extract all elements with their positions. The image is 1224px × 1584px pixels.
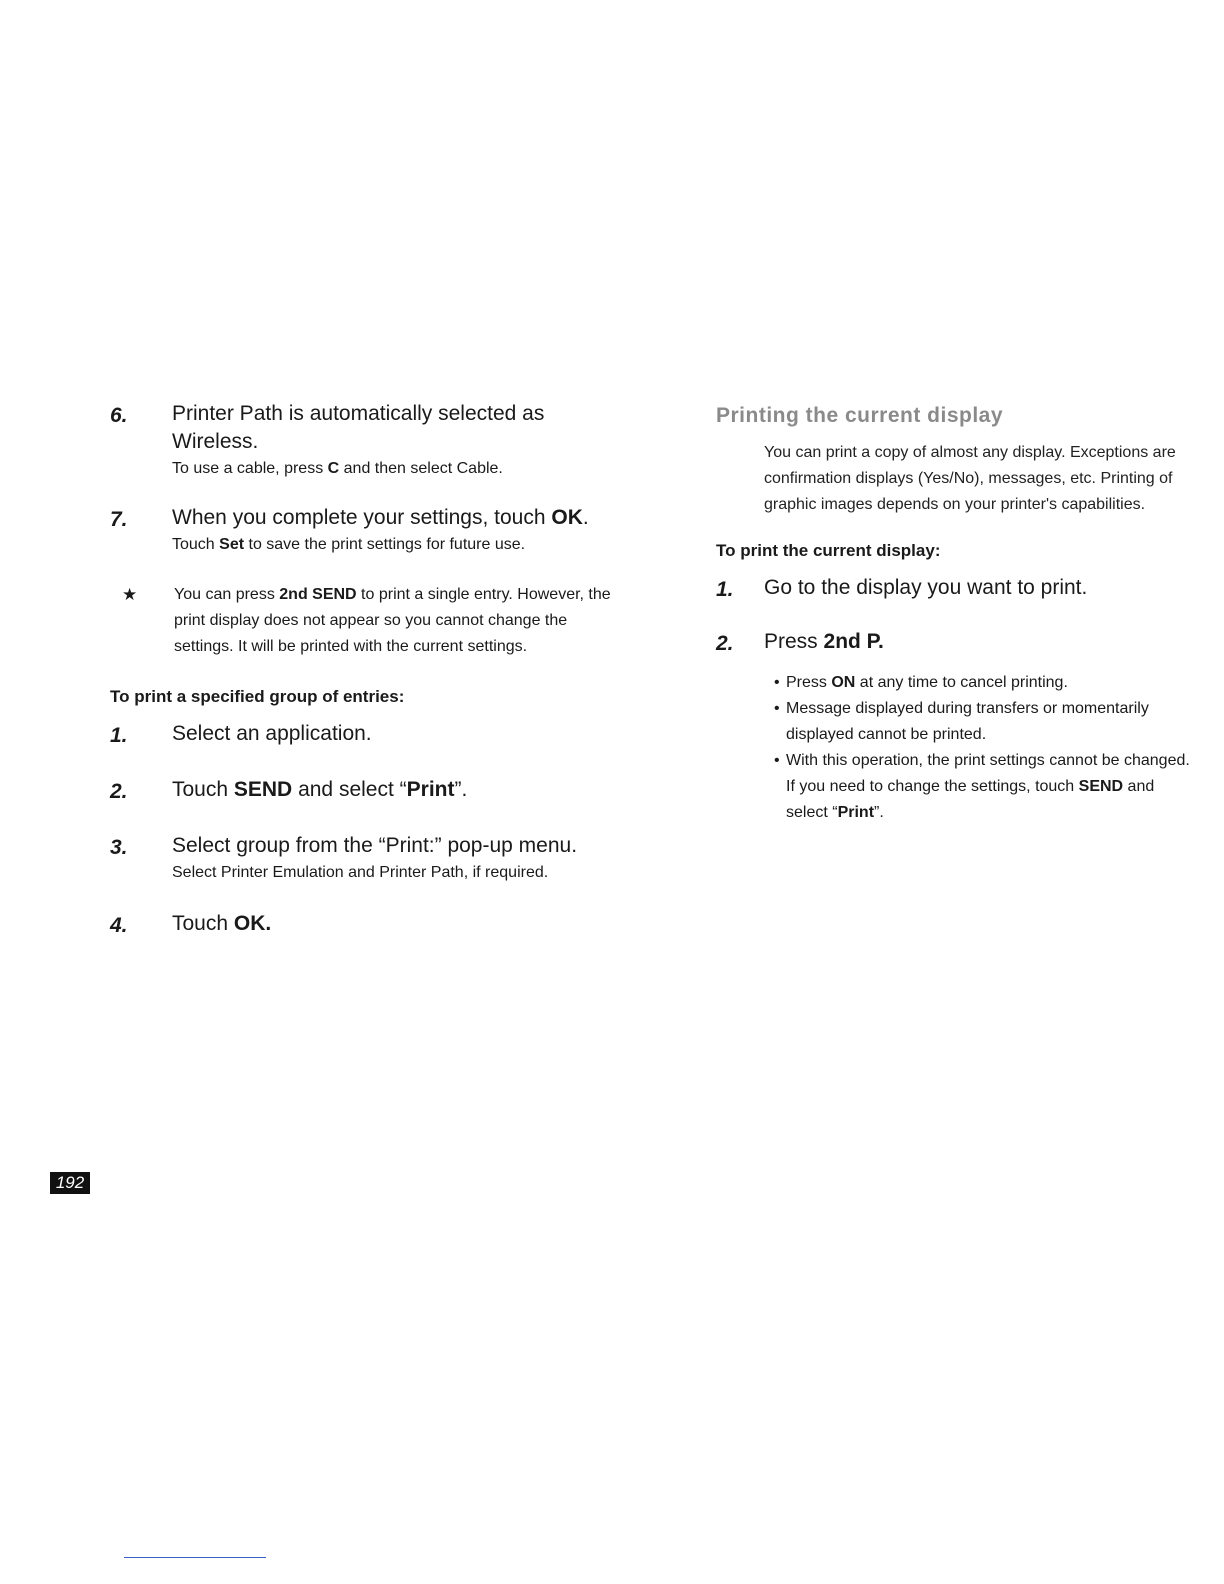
step-number: 2. xyxy=(110,780,128,803)
step-number: 7. xyxy=(110,508,128,531)
step-subtext: Select Printer Emulation and Printer Path, if required. xyxy=(172,864,549,881)
display-step-1 xyxy=(716,574,1196,602)
step-text: Select an application. xyxy=(172,722,372,745)
step-6 xyxy=(110,400,630,482)
step-text: Touch OK. xyxy=(172,912,272,935)
step-text: Go to the display you want to print. xyxy=(764,576,1088,599)
group-step-1 xyxy=(110,720,630,748)
right-column xyxy=(716,400,1196,826)
step-text: Press 2nd P. xyxy=(764,630,884,653)
left-column xyxy=(110,400,630,938)
list-item: • Press ON at any time to cancel printing. xyxy=(774,670,1196,696)
step-number: 4. xyxy=(110,914,128,937)
page-number: 192 xyxy=(50,1172,90,1194)
intro-paragraph: You can print a copy of almost any display. Exceptions are confirmation displays (Yes/No), messages, etc. Printing of graphic images depends on your printer's capabilities. xyxy=(764,444,1176,513)
step-text: Touch SEND and select “Print”. xyxy=(172,778,468,801)
step-number: 2. xyxy=(716,632,734,655)
group-step-4 xyxy=(110,910,630,938)
list-item: • Message displayed during transfers or momentarily displayed cannot be printed. xyxy=(774,696,1196,748)
step-number: 1. xyxy=(110,724,128,747)
display-step-2 xyxy=(716,628,1196,656)
star-icon: ★ xyxy=(122,585,138,604)
notes-list xyxy=(716,670,1196,826)
group-step-3 xyxy=(110,832,630,886)
step-number: 1. xyxy=(716,578,734,601)
group-step-2 xyxy=(110,776,630,804)
step-subtext: Touch Set to save the print settings for future use. xyxy=(172,536,526,553)
step-7 xyxy=(110,504,630,558)
step-number: 6. xyxy=(110,404,128,427)
step-subtext: To use a cable, press C and then select Cable. xyxy=(172,460,503,477)
step-text: When you complete your settings, touch OK. xyxy=(172,506,589,529)
tip-note: ★ You can press 2nd SEND to print a single entry. However, the print display does not appear so you cannot change the settings. It will be printed with the current settings. xyxy=(110,582,630,660)
section-subheading: To print the current display: xyxy=(716,541,941,560)
section-subheading: To print a specified group of entries: xyxy=(110,687,405,706)
step-text: Printer Path is automatically selected as Wireless. xyxy=(172,402,545,453)
section-title: Printing the current display xyxy=(716,404,1004,427)
divider xyxy=(124,1557,266,1558)
list-item: • With this operation, the print settings cannot be changed. If you need to change the settings, touch SEND and select “Print”. xyxy=(774,748,1196,826)
step-text: Select group from the “Print:” pop-up menu. xyxy=(172,834,578,857)
step-number: 3. xyxy=(110,836,128,859)
